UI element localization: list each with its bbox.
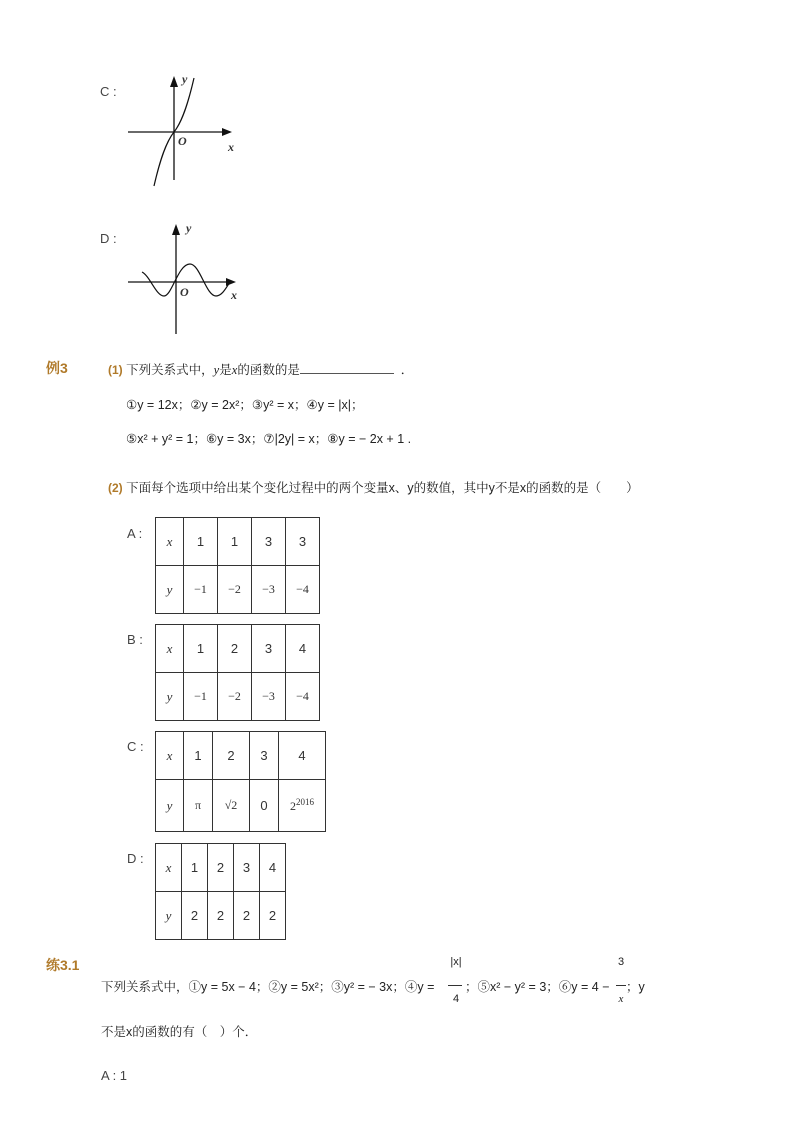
practice-3-1-question-tail: ；y [626, 980, 645, 994]
table-d-y1: 2 [182, 892, 208, 940]
example-3-label: 例3 [46, 360, 68, 376]
frac4-bar [448, 985, 462, 986]
table-a-label: A : [127, 526, 143, 541]
frac6-numerator: 3 [617, 956, 625, 968]
table-b-x4: 4 [286, 625, 320, 673]
table-b-x3: 3 [252, 625, 286, 673]
practice-3-1-question-line2: 不是x的函数的有（ ）个． [101, 1025, 258, 1039]
table-b-x2: 2 [218, 625, 252, 673]
table-d [155, 843, 286, 940]
table-b-y2: −2 [218, 673, 252, 721]
table-b [155, 624, 320, 721]
table-b-x1: 1 [184, 625, 218, 673]
graph-d-y-label: y [186, 221, 192, 235]
table-d-y4: 2 [260, 892, 286, 940]
table-a-y1: −1 [184, 566, 218, 614]
table-b-label: B : [127, 632, 143, 647]
table-a-x-head: x [156, 518, 184, 566]
table-d-x1: 1 [182, 844, 208, 892]
table-d-y-head: y [156, 892, 182, 940]
table-c-x3: 3 [250, 732, 279, 780]
table-a-y2: −2 [218, 566, 252, 614]
table-c-x2: 2 [213, 732, 250, 780]
table-a-y4: −4 [286, 566, 320, 614]
graph-d-wave [120, 218, 250, 338]
frac4-denominator: 4 [452, 993, 460, 1005]
graph-c-origin: O [178, 134, 187, 148]
table-b-y4: −4 [286, 673, 320, 721]
part1-options-line1: ①y = 12x；②y = 2x²；③y² = x；④y = |x|； [126, 398, 364, 412]
graph-c-cubic [120, 70, 250, 190]
answer-blank[interactable] [300, 362, 394, 374]
table-b-x-head: x [156, 625, 184, 673]
table-a-x4: 3 [286, 518, 320, 566]
table-d-y3: 2 [234, 892, 260, 940]
table-c-x4: 4 [279, 732, 326, 780]
option-d-label: D : [100, 231, 117, 246]
practice-3-1-option-a[interactable]: A : 1 [101, 1068, 128, 1083]
graph-c-x-label: x [228, 140, 234, 154]
example-3-part1-question: (1) 下列关系式中，y是x的函数的是 ． [108, 363, 414, 377]
table-a-y3: −3 [252, 566, 286, 614]
table-d-x4: 4 [260, 844, 286, 892]
practice-3-1-label: 练3.1 [46, 957, 80, 973]
table-a-x3: 3 [252, 518, 286, 566]
table-c-y-head: y [156, 780, 184, 832]
table-c [155, 731, 326, 832]
example-3-part2-question: (2) 下面每个选项中给出某个变化过程中的两个变量x、y的数值，其中y不是x的函数的是（ ） [108, 481, 639, 495]
graph-d-x-label: x [231, 288, 237, 302]
part1-number: (1) [108, 363, 123, 377]
table-c-y4-exponent: 2016 [296, 797, 314, 807]
graph-c-y-label: y [182, 72, 188, 86]
option-c-label: C : [100, 84, 117, 99]
frac6-bar [616, 985, 626, 986]
table-c-x-head: x [156, 732, 184, 780]
graph-d-origin: O [180, 285, 189, 299]
table-a-x2: 1 [218, 518, 252, 566]
table-a [155, 517, 320, 614]
table-d-label: D : [127, 851, 144, 866]
practice-3-1-question-mid: ；⑤x² − y² = 3；⑥y = 4 − [465, 980, 610, 994]
table-c-x1: 1 [184, 732, 213, 780]
table-b-y-head: y [156, 673, 184, 721]
frac4-numerator: |x| [450, 956, 462, 968]
table-d-y2: 2 [208, 892, 234, 940]
table-b-y3: −3 [252, 673, 286, 721]
table-c-y1: π [184, 780, 213, 832]
table-c-y2: √2 [213, 780, 250, 832]
practice-3-1-question-line1: 下列关系式中，①y = 5x − 4；②y = 5x²；③y² = − 3x；④y = [101, 980, 435, 994]
table-a-x1: 1 [184, 518, 218, 566]
frac6-denominator: x [618, 993, 624, 1005]
table-a-y-head: y [156, 566, 184, 614]
table-c-y4: $2^{2016}$ [279, 780, 326, 832]
table-d-x3: 3 [234, 844, 260, 892]
table-d-x2: 2 [208, 844, 234, 892]
table-c-y3: 0 [250, 780, 279, 832]
part1-options-line2: ⑤x² + y² = 1；⑥y = 3x；⑦|2y| = x；⑧y = − 2x + 1 . [126, 432, 412, 446]
table-c-label: C : [127, 739, 144, 754]
table-d-x-head: x [156, 844, 182, 892]
part2-number: (2) [108, 481, 123, 495]
table-b-y1: −1 [184, 673, 218, 721]
